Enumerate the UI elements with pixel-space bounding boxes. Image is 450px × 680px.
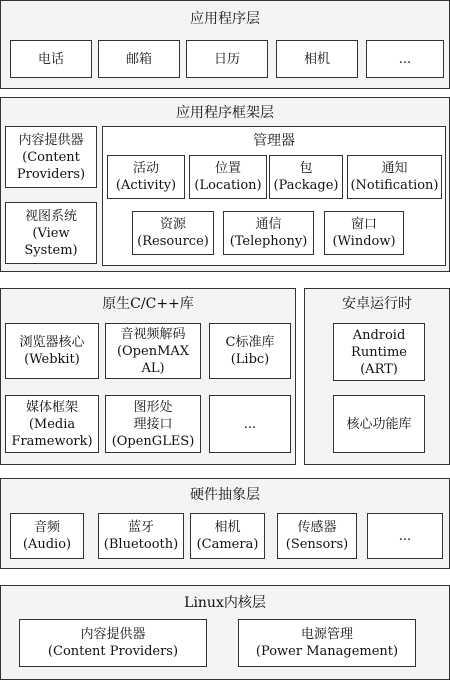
hal-layer-title: 硬件抽象层 — [190, 487, 260, 503]
framework-layer — [0, 97, 450, 272]
manager-package-cn: 包 — [299, 161, 313, 176]
lib-opengles-en: (OpenGLES) — [111, 433, 195, 449]
app-phone — [10, 40, 92, 78]
hal-sensors — [277, 513, 357, 559]
manager-notification — [347, 155, 442, 199]
content-providers — [5, 126, 97, 188]
hal-bluetooth-cn: 蓝牙 — [127, 520, 154, 535]
lib-opengles — [105, 395, 201, 453]
hal-audio-cn: 音频 — [33, 520, 60, 535]
kernel-power-management — [238, 619, 416, 667]
manager-notification-cn: 通知 — [381, 161, 408, 176]
manager-notification-en: (Notification) — [350, 178, 439, 193]
content-providers-line-1: 内容提供器 — [18, 132, 84, 148]
hal-sensors-en: (Sensors) — [285, 537, 349, 552]
hal-camera-en: (Camera) — [196, 537, 259, 552]
hal-audio-en: (Audio) — [22, 537, 72, 552]
hal-layer — [0, 478, 450, 569]
lib-openmax-en-1: (OpenMAX — [116, 343, 190, 359]
lib-libc-en: (Libc) — [230, 352, 270, 367]
lib-webkit — [5, 323, 99, 379]
lib-opengles-cn-1: 图形处 — [133, 399, 173, 415]
hal-sensors-cn: 传感器 — [297, 520, 337, 535]
framework-layer-title: 应用程序框架层 — [176, 105, 274, 121]
app-calendar-label: 日历 — [213, 51, 240, 67]
manager-resource — [132, 211, 214, 255]
manager-package — [269, 155, 343, 199]
app-mail — [98, 40, 180, 78]
view-system — [5, 202, 97, 264]
manager-window-cn: 窗口 — [350, 217, 377, 232]
runtime-art — [333, 323, 425, 381]
manager-resource-cn: 资源 — [159, 217, 186, 232]
lib-openmax-cn: 音视频解码 — [120, 326, 186, 342]
view-system-line-3: System) — [24, 242, 78, 258]
runtime-core-label: 核心功能库 — [346, 416, 412, 432]
runtime-art-line-1: Android — [352, 327, 406, 343]
runtime-art-line-3: (ART) — [360, 361, 398, 377]
app-camera-label: 相机 — [303, 51, 330, 67]
hal-more — [367, 513, 443, 559]
native-libraries-layer — [0, 288, 296, 465]
app-more — [366, 40, 444, 78]
app-calendar — [186, 40, 268, 78]
manager-location-en: (Location) — [194, 178, 262, 193]
hal-camera — [190, 513, 265, 559]
lib-media-en-2: Framework) — [11, 433, 93, 449]
manager-activity — [107, 155, 185, 199]
lib-libc-cn: C标准库 — [225, 335, 275, 350]
native-libraries-title: 原生C/C++库 — [102, 296, 194, 312]
manager-telephony-cn: 通信 — [255, 217, 282, 232]
manager-activity-cn: 活动 — [132, 161, 159, 176]
lib-media-framework — [5, 395, 99, 453]
hal-bluetooth-en: (Bluetooth) — [103, 537, 179, 552]
manager-telephony — [223, 211, 314, 255]
application-layer — [0, 0, 450, 89]
lib-webkit-cn: 浏览器核心 — [19, 335, 85, 350]
kernel-content-providers-en: (Content Providers) — [47, 644, 179, 659]
app-mail-label: 邮箱 — [125, 51, 152, 67]
lib-openmax — [105, 323, 201, 379]
hal-camera-cn: 相机 — [214, 520, 241, 535]
manager-group — [102, 126, 446, 266]
manager-location — [189, 155, 267, 199]
manager-location-cn: 位置 — [214, 161, 241, 176]
kernel-layer — [0, 585, 450, 680]
hal-more-label: ... — [398, 528, 412, 544]
runtime-art-line-2: Runtime — [351, 344, 407, 360]
application-layer-title: 应用程序层 — [190, 11, 260, 27]
manager-window — [324, 211, 404, 255]
lib-webkit-en: (Webkit) — [24, 352, 80, 367]
lib-more-label: ... — [243, 416, 257, 432]
view-system-line-1: 视图系统 — [24, 208, 77, 224]
app-phone-label: 电话 — [37, 51, 64, 67]
kernel-layer-title: Linux内核层 — [184, 595, 266, 611]
manager-package-en: (Package) — [273, 178, 339, 193]
android-runtime-title: 安卓运行时 — [342, 296, 412, 312]
lib-opengles-cn-2: 理接口 — [133, 416, 173, 432]
manager-window-en: (Window) — [332, 234, 396, 249]
hal-audio — [10, 513, 84, 559]
content-providers-line-3: Providers) — [16, 166, 86, 182]
kernel-content-providers — [19, 619, 207, 667]
app-camera — [276, 40, 358, 78]
manager-activity-en: (Activity) — [115, 178, 177, 193]
hal-bluetooth — [98, 513, 184, 559]
manager-resource-en: (Resource) — [137, 234, 209, 249]
app-more-label: ... — [398, 51, 412, 67]
lib-openmax-en-2: AL) — [141, 360, 165, 376]
manager-group-title: 管理器 — [253, 133, 295, 149]
manager-telephony-en: (Telephony) — [229, 234, 308, 249]
runtime-core-libraries — [333, 395, 425, 453]
lib-libc — [209, 323, 291, 379]
view-system-line-2: (View — [32, 225, 70, 241]
content-providers-line-2: (Content — [22, 149, 80, 165]
kernel-content-providers-cn: 内容提供器 — [80, 627, 146, 642]
lib-media-cn: 媒体框架 — [25, 399, 78, 415]
android-runtime-layer — [304, 288, 450, 465]
kernel-power-cn: 电源管理 — [300, 627, 353, 642]
lib-more — [209, 395, 291, 453]
lib-media-en-1: (Media — [28, 416, 76, 432]
kernel-power-en: (Power Management) — [255, 644, 399, 659]
